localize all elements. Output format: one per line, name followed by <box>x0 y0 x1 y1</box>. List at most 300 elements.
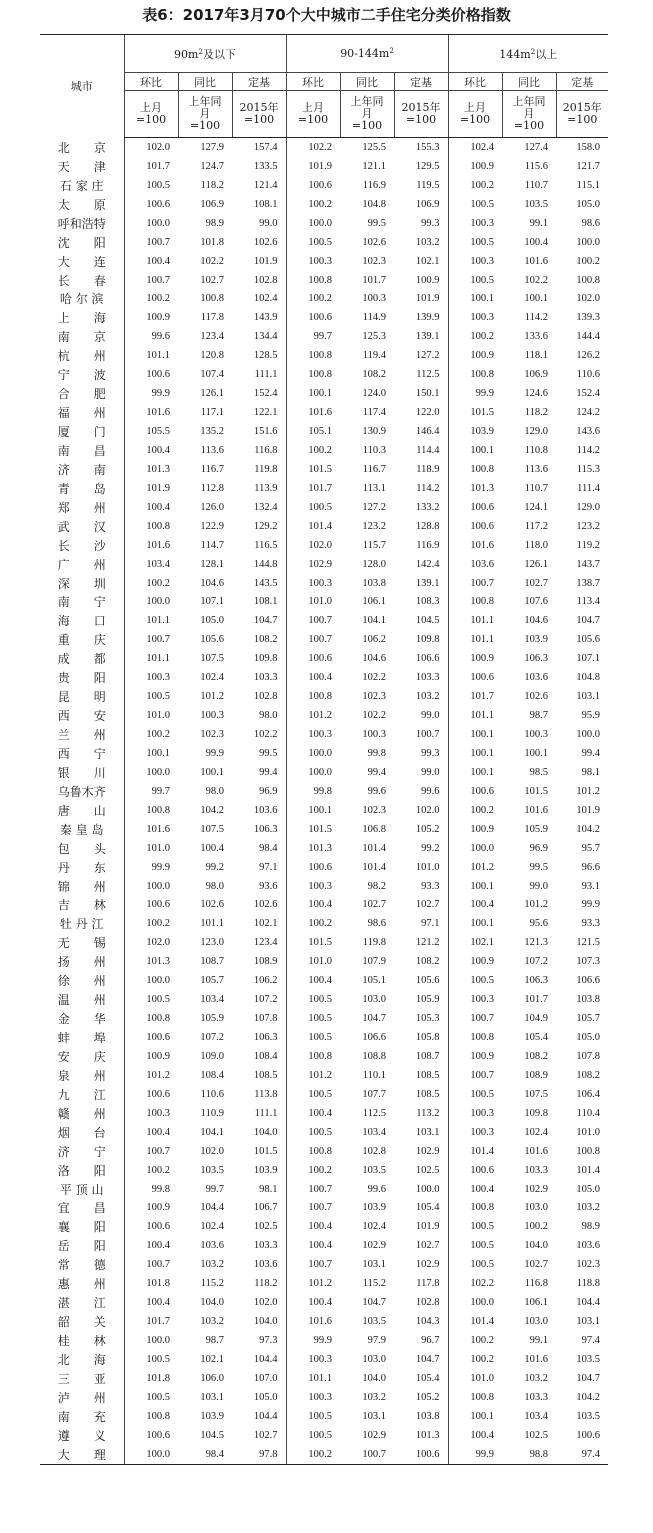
index-value: 99.0 <box>421 766 440 778</box>
city-name: 太 原 <box>57 197 106 212</box>
index-value: 100.6 <box>448 498 502 517</box>
index-value: 97.9 <box>367 1335 386 1347</box>
index-value: 101.0 <box>448 1369 502 1388</box>
index-value: 109.8 <box>524 1107 548 1119</box>
city-name: 海 口 <box>57 614 106 629</box>
index-value: 106.4 <box>576 1088 600 1100</box>
index-value: 110.7 <box>524 482 548 494</box>
index-value: 102.4 <box>200 1221 224 1233</box>
index-value: 113.6 <box>200 444 224 456</box>
table-row <box>40 820 608 839</box>
index-value: 105.0 <box>576 198 600 210</box>
index-value: 100.2 <box>448 1331 502 1350</box>
index-value: 103.4 <box>200 994 224 1006</box>
index-value: 100.8 <box>286 1047 340 1066</box>
index-value: 102.4 <box>253 293 278 305</box>
city-name: 扬 州 <box>57 955 106 970</box>
index-value: 100.9 <box>124 308 178 327</box>
index-value: 121.3 <box>524 937 548 949</box>
index-value: 100.5 <box>286 1407 340 1426</box>
index-value: 100.9 <box>448 820 502 839</box>
index-value: 103.2 <box>576 1202 600 1214</box>
price-index-table <box>40 34 608 1465</box>
index-value: 100.3 <box>448 990 502 1009</box>
index-value: 104.7 <box>576 1372 600 1384</box>
table-row <box>40 763 608 782</box>
index-value: 101.8 <box>124 1369 178 1388</box>
index-value: 103.4 <box>362 1126 386 1138</box>
table-row <box>40 517 608 536</box>
index-value: 99.6 <box>124 327 178 346</box>
index-value: 99.0 <box>259 217 278 229</box>
index-value: 107.2 <box>524 956 548 968</box>
index-value: 106.3 <box>253 1032 278 1044</box>
index-value: 100.1 <box>448 763 502 782</box>
index-value: 100.2 <box>448 1350 502 1369</box>
index-value: 100.2 <box>448 327 502 346</box>
index-value: 100.1 <box>448 725 502 744</box>
index-value: 157.4 <box>253 141 278 153</box>
index-value: 103.8 <box>415 1410 440 1422</box>
index-value: 122.0 <box>415 407 440 419</box>
index-value: 99.9 <box>581 899 600 911</box>
index-value: 100.0 <box>124 971 178 990</box>
index-value: 108.5 <box>415 1088 440 1100</box>
index-value: 108.4 <box>200 1069 224 1081</box>
index-value: 99.9 <box>124 858 178 877</box>
index-value: 106.6 <box>415 653 440 665</box>
table-row <box>40 1331 608 1350</box>
index-value: 99.9 <box>124 384 178 403</box>
index-value: 119.8 <box>254 463 278 475</box>
index-value: 102.1 <box>448 933 502 952</box>
index-value: 101.2 <box>286 1274 340 1293</box>
table-row <box>40 290 608 309</box>
table-row <box>40 498 608 517</box>
index-value: 98.1 <box>581 766 600 778</box>
index-value: 100.5 <box>286 990 340 1009</box>
index-value: 101.1 <box>200 918 224 930</box>
index-value: 127.9 <box>200 141 224 153</box>
index-value: 102.5 <box>415 1164 440 1176</box>
city-name: 北 海 <box>57 1352 106 1367</box>
table-row <box>40 138 608 157</box>
index-value: 124.7 <box>200 160 224 172</box>
table-row <box>40 422 608 441</box>
index-value: 101.5 <box>253 1145 278 1157</box>
index-value: 104.4 <box>200 1202 224 1214</box>
index-value: 100.8 <box>448 365 502 384</box>
index-value: 99.9 <box>205 747 224 759</box>
index-value: 104.0 <box>253 1126 278 1138</box>
table-row <box>40 1028 608 1047</box>
index-value: 116.7 <box>200 463 224 475</box>
index-value: 111.1 <box>254 369 278 381</box>
subheader-yoy: 同比 <box>178 73 232 91</box>
index-value: 101.0 <box>415 861 440 873</box>
table-row <box>40 271 608 290</box>
index-value: 107.5 <box>200 823 224 835</box>
table-row <box>40 1445 608 1464</box>
index-value: 100.4 <box>448 896 502 915</box>
city-name: 大 连 <box>57 254 106 269</box>
index-value: 99.9 <box>448 384 502 403</box>
index-value: 102.0 <box>286 536 340 555</box>
index-value: 99.7 <box>205 1183 224 1195</box>
table-row <box>40 555 608 574</box>
index-value: 102.4 <box>200 672 224 684</box>
index-value: 100.2 <box>286 195 340 214</box>
index-value: 104.2 <box>200 804 224 816</box>
group-header-large: $144m^2$以上 <box>448 35 608 73</box>
index-value: 101.6 <box>524 804 548 816</box>
index-value: 100.6 <box>394 1445 448 1464</box>
table-row <box>40 1217 608 1236</box>
table-row <box>40 1066 608 1085</box>
index-value: 116.8 <box>524 1278 548 1290</box>
index-value: 107.7 <box>362 1088 386 1100</box>
base-header-chain: 上月 =100 <box>448 91 502 138</box>
table-row <box>40 403 608 422</box>
index-value: 143.5 <box>253 577 278 589</box>
index-value: 102.3 <box>200 729 224 741</box>
index-value: 100.7 <box>286 630 340 649</box>
index-value: 101.2 <box>124 1066 178 1085</box>
index-value: 101.5 <box>286 460 340 479</box>
index-value: 113.2 <box>416 1107 440 1119</box>
index-value: 102.6 <box>362 236 386 248</box>
index-value: 100.6 <box>124 1028 178 1047</box>
index-value: 102.7 <box>415 899 440 911</box>
city-name: 徐 州 <box>57 974 106 989</box>
index-value: 102.2 <box>524 274 548 286</box>
table-row <box>40 952 608 971</box>
index-value: 98.5 <box>529 766 548 778</box>
index-value: 100.9 <box>124 1199 178 1218</box>
index-value: 100.6 <box>448 517 502 536</box>
index-value: 100.7 <box>124 1255 178 1274</box>
index-value: 101.9 <box>576 804 600 816</box>
index-value: 100.8 <box>448 1199 502 1218</box>
city-name: 湛 江 <box>57 1296 106 1311</box>
city-name: 泉 州 <box>57 1068 106 1083</box>
index-value: 98.0 <box>259 710 278 722</box>
index-value: 100.3 <box>448 214 502 233</box>
index-value: 103.9 <box>200 1410 224 1422</box>
index-value: 98.9 <box>205 217 224 229</box>
index-value: 105.2 <box>415 823 440 835</box>
index-value: 102.3 <box>362 691 386 703</box>
city-name: 长 春 <box>57 273 106 288</box>
index-value: 102.3 <box>362 255 386 267</box>
index-value: 124.6 <box>524 388 548 400</box>
index-value: 116.5 <box>254 539 278 551</box>
index-value: 107.1 <box>200 596 224 608</box>
index-value: 104.0 <box>253 1316 278 1328</box>
index-value: 146.4 <box>415 426 440 438</box>
index-value: 101.1 <box>286 1369 340 1388</box>
index-value: 105.6 <box>576 634 600 646</box>
index-value: 106.3 <box>524 653 548 665</box>
index-value: 129.5 <box>415 160 440 172</box>
index-value: 100.4 <box>286 1104 340 1123</box>
index-value: 98.1 <box>259 1183 278 1195</box>
index-value: 100.4 <box>286 971 340 990</box>
index-value: 100.6 <box>286 649 340 668</box>
index-value: 107.2 <box>200 1032 224 1044</box>
index-value: 98.0 <box>205 880 224 892</box>
index-value: 95.9 <box>581 710 600 722</box>
index-value: 100.9 <box>448 649 502 668</box>
index-value: 139.1 <box>415 331 440 343</box>
index-value: 98.7 <box>205 1335 224 1347</box>
base-header-base: 2015年 =100 <box>394 91 448 138</box>
index-value: 102.1 <box>200 1353 224 1365</box>
index-value: 142.4 <box>415 558 440 570</box>
index-value: 98.9 <box>581 1221 600 1233</box>
index-value: 99.4 <box>367 766 386 778</box>
index-value: 100.8 <box>286 365 340 384</box>
table-row <box>40 1047 608 1066</box>
subheader-base: 定基 <box>556 73 608 91</box>
index-value: 100.7 <box>286 1255 340 1274</box>
index-value: 103.6 <box>524 672 548 684</box>
index-value: 100.8 <box>576 274 600 286</box>
city-name: 石 家 庄 <box>59 178 104 193</box>
table-row <box>40 1312 608 1331</box>
index-value: 102.9 <box>362 1240 386 1252</box>
index-value: 104.1 <box>200 1126 224 1138</box>
table-row <box>40 308 608 327</box>
index-value: 104.7 <box>362 1013 386 1025</box>
table-row <box>40 1293 608 1312</box>
table-row <box>40 914 608 933</box>
index-value: 99.6 <box>421 785 440 797</box>
city-name: 广 州 <box>57 557 106 572</box>
index-value: 127.2 <box>415 350 440 362</box>
index-value: 100.5 <box>124 1388 178 1407</box>
index-value: 100.2 <box>124 725 178 744</box>
index-value: 114.4 <box>416 444 440 456</box>
index-value: 107.6 <box>524 596 548 608</box>
index-value: 100.8 <box>124 1407 178 1426</box>
table-row <box>40 1085 608 1104</box>
index-value: 100.0 <box>286 214 340 233</box>
table-row <box>40 1350 608 1369</box>
index-value: 101.7 <box>448 687 502 706</box>
index-value: 97.4 <box>581 1335 600 1347</box>
index-value: 103.5 <box>362 1164 386 1176</box>
index-value: 101.7 <box>124 157 178 176</box>
index-value: 110.3 <box>362 444 386 456</box>
city-name: 济 宁 <box>57 1144 106 1159</box>
index-value: 101.2 <box>286 1066 340 1085</box>
index-value: 118.0 <box>524 539 548 551</box>
index-value: 98.8 <box>502 1445 556 1464</box>
index-value: 121.1 <box>362 160 386 172</box>
city-column-header: 城市 <box>40 35 124 138</box>
index-value: 102.9 <box>362 1429 386 1441</box>
index-value: 103.2 <box>415 691 440 703</box>
index-value: 129.0 <box>524 426 548 438</box>
index-value: 100.5 <box>286 1123 340 1142</box>
index-value: 99.7 <box>286 327 340 346</box>
group-header-medium: $90-144m^2$ <box>286 35 448 73</box>
index-value: 103.0 <box>362 1353 386 1365</box>
index-value: 119.2 <box>576 539 600 551</box>
index-value: 101.9 <box>286 157 340 176</box>
index-value: 101.9 <box>415 1221 440 1233</box>
index-value: 99.2 <box>421 842 440 854</box>
city-name: 平 顶 山 <box>59 1182 104 1197</box>
index-value: 139.3 <box>576 312 600 324</box>
subheader-base: 定基 <box>394 73 448 91</box>
table-row <box>40 611 608 630</box>
index-value: 103.8 <box>576 994 600 1006</box>
base-header-yoy: 上年同 月 =100 <box>340 91 394 138</box>
index-value: 101.0 <box>124 706 178 725</box>
index-value: 106.3 <box>524 975 548 987</box>
table-row <box>40 233 608 252</box>
index-value: 123.4 <box>200 331 224 343</box>
index-value: 105.6 <box>200 634 224 646</box>
index-value: 109.8 <box>415 634 440 646</box>
table-row <box>40 1009 608 1028</box>
city-name: 银 川 <box>57 765 106 780</box>
city-name: 重 庆 <box>57 633 106 648</box>
index-value: 100.1 <box>448 1407 502 1426</box>
index-value: 104.4 <box>253 1410 278 1422</box>
index-value: 108.5 <box>415 1069 440 1081</box>
index-value: 101.7 <box>524 994 548 1006</box>
index-value: 101.8 <box>124 1274 178 1293</box>
index-value: 119.4 <box>362 350 386 362</box>
index-value: 101.1 <box>448 630 502 649</box>
index-value: 101.5 <box>524 785 548 797</box>
index-value: 104.7 <box>415 1353 440 1365</box>
index-value: 101.1 <box>448 611 502 630</box>
index-value: 101.6 <box>524 1353 548 1365</box>
index-value: 103.2 <box>200 1316 224 1328</box>
index-value: 104.7 <box>362 1297 386 1309</box>
index-value: 105.6 <box>415 975 440 987</box>
table-row <box>40 668 608 687</box>
table-row <box>40 214 608 233</box>
index-value: 139.1 <box>415 577 440 589</box>
index-value: 100.3 <box>448 1104 502 1123</box>
index-value: 117.1 <box>200 407 224 419</box>
index-value: 102.9 <box>524 1183 548 1195</box>
index-value: 100.2 <box>286 1445 340 1464</box>
index-value: 100.4 <box>286 1217 340 1236</box>
city-name: 无 锡 <box>57 936 106 951</box>
index-value: 98.6 <box>367 918 386 930</box>
city-name: 包 头 <box>57 841 106 856</box>
index-value: 101.8 <box>200 236 224 248</box>
index-value: 99.5 <box>367 217 386 229</box>
index-value: 107.0 <box>253 1372 278 1384</box>
index-value: 101.6 <box>124 536 178 555</box>
index-value: 96.7 <box>421 1335 440 1347</box>
index-value: 101.3 <box>448 479 502 498</box>
index-value: 100.0 <box>576 236 600 248</box>
city-name: 厦 门 <box>57 425 106 440</box>
index-value: 100.4 <box>286 1236 340 1255</box>
index-value: 103.0 <box>524 1316 548 1328</box>
index-value: 100.8 <box>200 293 224 305</box>
index-value: 99.9 <box>286 1331 340 1350</box>
index-value: 108.2 <box>362 369 386 381</box>
index-value: 100.3 <box>286 877 340 896</box>
index-value: 107.5 <box>524 1088 548 1100</box>
index-value: 101.0 <box>286 952 340 971</box>
index-value: 106.6 <box>362 1032 386 1044</box>
index-value: 103.1 <box>200 1391 224 1403</box>
index-value: 104.7 <box>576 615 600 627</box>
group-header-small: $90m^2$及以下 <box>124 35 286 73</box>
index-value: 101.4 <box>286 517 340 536</box>
index-value: 103.2 <box>415 236 440 248</box>
index-value: 100.0 <box>286 744 340 763</box>
index-value: 103.4 <box>124 555 178 574</box>
index-value: 125.3 <box>362 331 386 343</box>
index-value: 103.6 <box>253 804 278 816</box>
index-value: 123.2 <box>362 520 386 532</box>
index-value: 98.0 <box>205 785 224 797</box>
index-value: 102.0 <box>200 1145 224 1157</box>
index-value: 100.8 <box>448 460 502 479</box>
index-value: 107.5 <box>200 653 224 665</box>
index-value: 103.3 <box>253 672 278 684</box>
index-value: 99.8 <box>367 747 386 759</box>
index-value: 102.8 <box>362 1145 386 1157</box>
index-value: 120.8 <box>200 350 224 362</box>
city-name: 贵 阳 <box>57 671 106 686</box>
index-value: 118.1 <box>524 350 548 362</box>
city-name: 遵 义 <box>57 1428 106 1443</box>
index-value: 106.7 <box>253 1202 278 1214</box>
city-name: 南 宁 <box>57 595 106 610</box>
index-value: 107.4 <box>200 369 224 381</box>
index-value: 100.7 <box>124 1142 178 1161</box>
table-row <box>40 1236 608 1255</box>
subheader-base: 定基 <box>232 73 286 91</box>
index-value: 100.6 <box>124 1217 178 1236</box>
index-value: 100.7 <box>124 271 178 290</box>
index-value: 114.2 <box>576 444 600 456</box>
index-value: 124.2 <box>576 407 600 419</box>
index-value: 102.9 <box>415 1145 440 1157</box>
index-value: 124.1 <box>524 501 548 513</box>
index-value: 105.0 <box>576 1183 600 1195</box>
index-value: 101.5 <box>286 933 340 952</box>
index-value: 103.3 <box>524 1164 548 1176</box>
index-value: 100.4 <box>448 1426 502 1445</box>
city-name: 沈 阳 <box>57 235 106 250</box>
index-value: 100.3 <box>362 293 386 305</box>
index-value: 100.1 <box>124 744 178 763</box>
city-name: 唐 山 <box>57 803 106 818</box>
index-value: 101.4 <box>362 842 386 854</box>
city-name: 惠 州 <box>57 1277 106 1292</box>
index-value: 155.3 <box>415 141 440 153</box>
index-value: 129.0 <box>576 501 600 513</box>
index-value: 100.8 <box>448 593 502 612</box>
index-value: 128.1 <box>200 558 224 570</box>
index-value: 119.5 <box>416 179 440 191</box>
city-name: 合 肥 <box>57 387 106 402</box>
table-row <box>40 630 608 649</box>
